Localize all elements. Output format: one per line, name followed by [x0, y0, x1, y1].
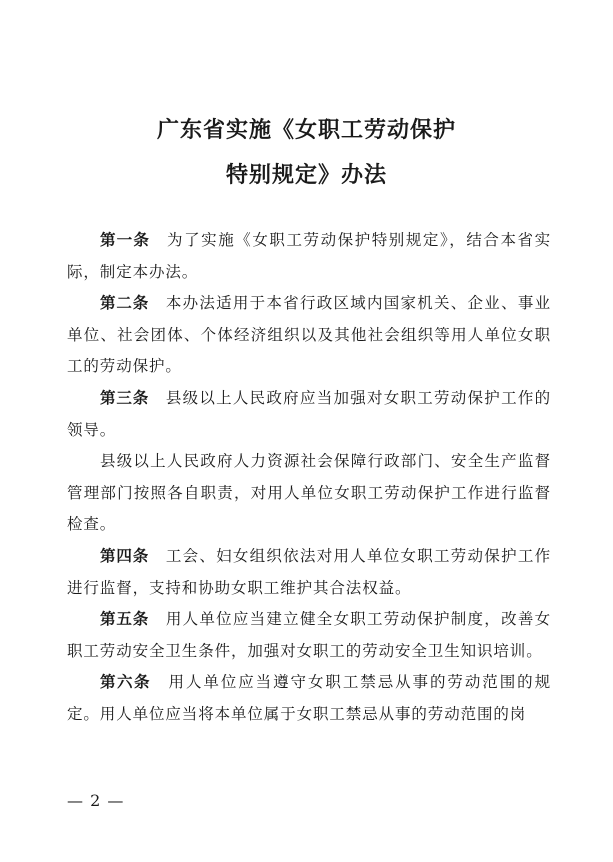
article-5-paragraph — [67, 604, 551, 667]
article-6-paragraph — [67, 667, 551, 730]
article-label: 第六条 — [100, 673, 152, 692]
document-title-line-2: 特别规定》办法 — [225, 163, 387, 188]
article-3-paragraph-2 — [67, 446, 551, 541]
article-label: 第二条 — [100, 294, 150, 313]
article-text: 县级以上人民政府人力资源社会保障行政部门、安全生产监督管理部门按照各自职责，对用人单位女职工劳动保护工作进行监督检查。 — [67, 452, 551, 534]
article-text: 工会、妇女组织依法对用人单位女职工劳动保护工作进行监督，支持和协助女职工维护其合法权益。 — [67, 546, 551, 597]
document-title-line-1: 广东省实施《女职工劳动保护 — [156, 118, 456, 143]
page-number: — 2 — — [67, 791, 125, 810]
article-label: 第五条 — [100, 610, 150, 629]
article-text: 用人单位应当遵守女职工禁忌从事的劳动范围的规定。用人单位应当将本单位属于女职工禁忌从事的劳动范围的岗 — [67, 673, 551, 723]
article-text: 为了实施《女职工劳动保护特别规定》，结合本省实际，制定本办法。 — [67, 231, 551, 281]
article-3-paragraph — [67, 383, 551, 446]
document-body — [67, 225, 551, 731]
article-text: 用人单位应当建立健全女职工劳动保护制度，改善女职工劳动安全卫生条件，加强对女职工的劳动安全卫生知识培训。 — [67, 610, 551, 660]
article-label: 第一条 — [100, 231, 150, 249]
article-1-paragraph — [67, 225, 551, 288]
article-2-paragraph — [67, 288, 551, 383]
article-label: 第三条 — [100, 388, 150, 407]
article-label: 第四条 — [100, 546, 150, 565]
article-text: 县级以上人民政府应当加强对女职工劳动保护工作的领导。 — [67, 388, 551, 439]
article-text: 本办法适用于本省行政区域内国家机关、企业、事业单位、社会团体、个体经济组织以及其他社会组织等用人单位女职工的劳动保护。 — [67, 294, 551, 376]
article-4-paragraph — [67, 541, 551, 604]
